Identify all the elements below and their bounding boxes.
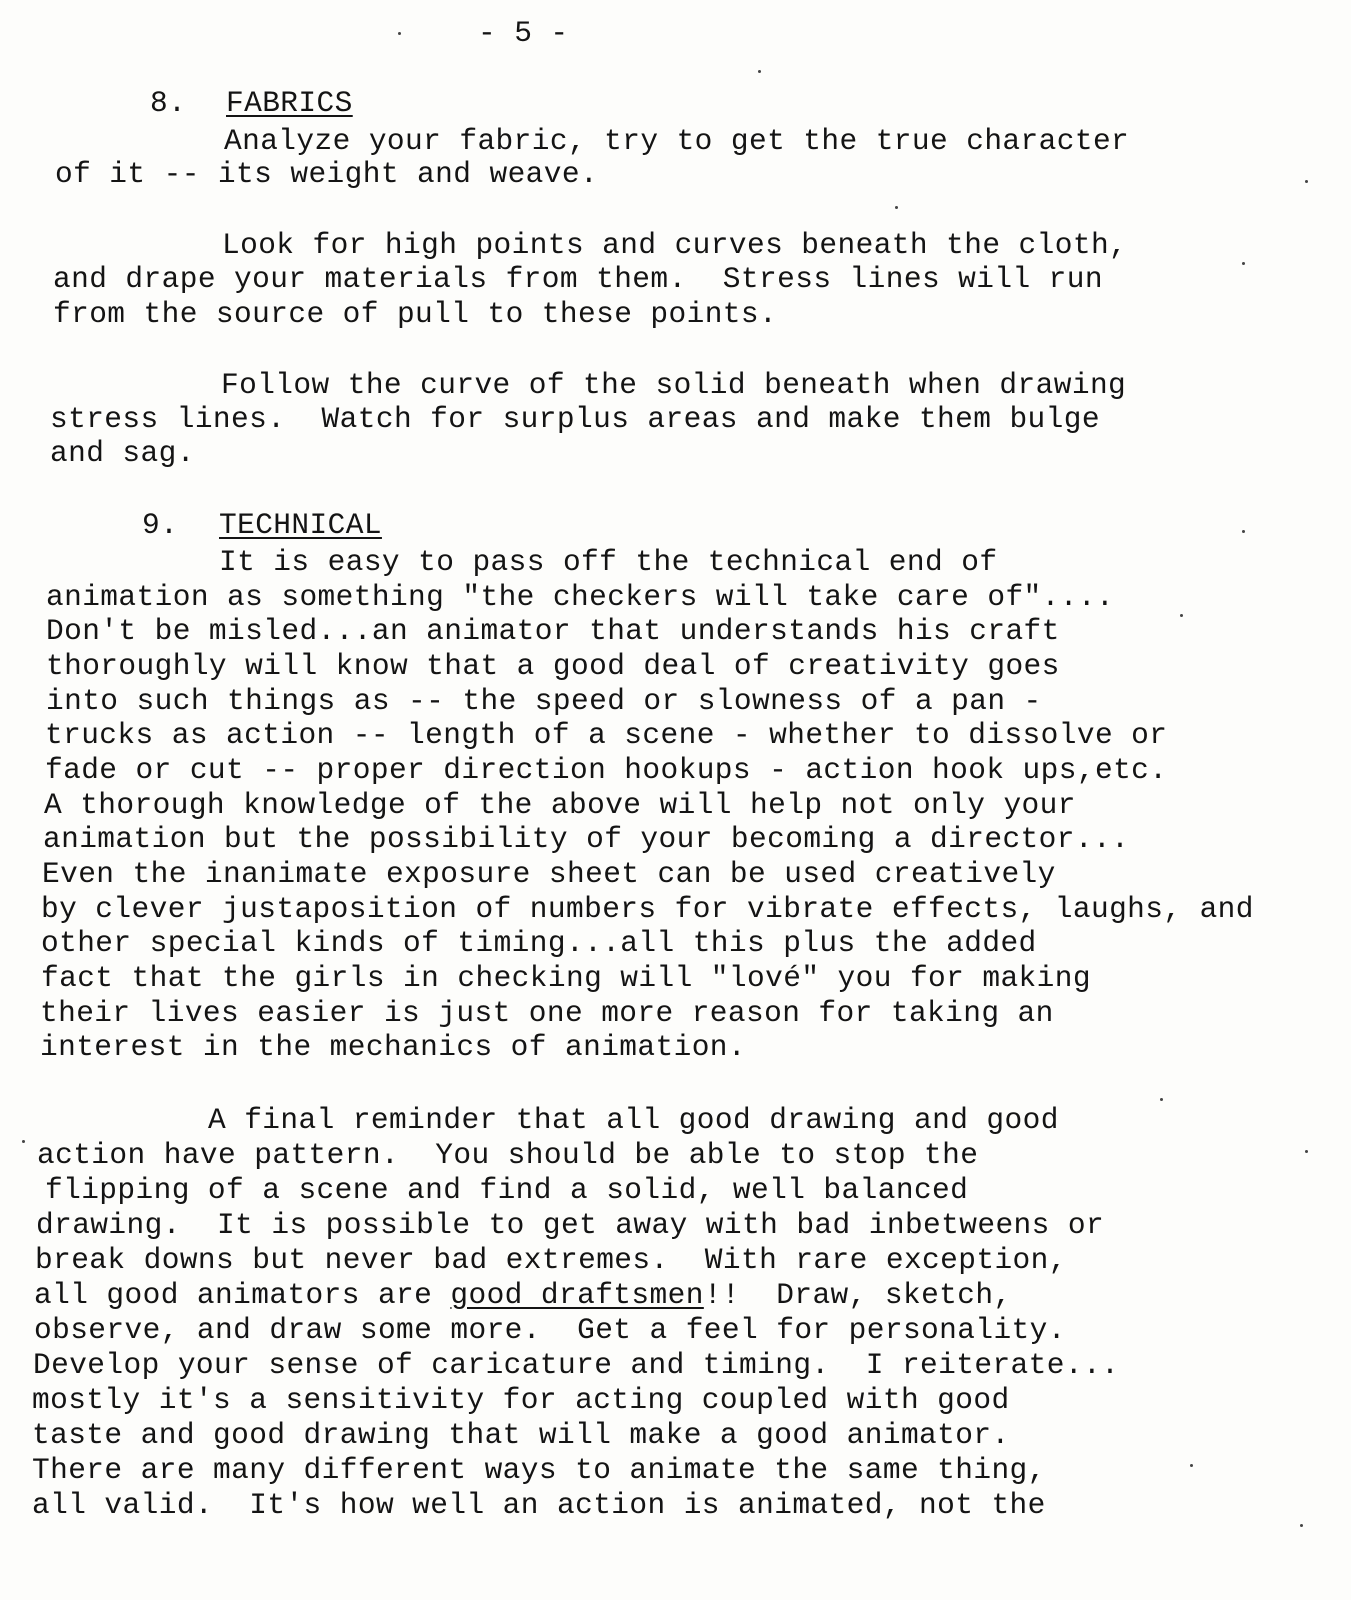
paragraph-line: interest in the mechanics of animation. — [40, 1030, 747, 1064]
paragraph-line: Develop your sense of caricature and timing. I reiterate... — [33, 1348, 1120, 1382]
paragraph-line: thoroughly will know that a good deal of creativity goes — [46, 649, 1060, 683]
paragraph-line: from the source of pull to these points. — [53, 297, 778, 331]
paragraph-line: animation as something "the checkers will take care of".... — [46, 580, 1115, 614]
underlined-emphasis: good draftsmen — [450, 1278, 704, 1312]
paragraph-line: stress lines. Watch for surplus areas and make them bulge — [50, 402, 1100, 436]
section-9-number: 9. — [142, 508, 179, 542]
paragraph-line: trucks as action -- length of a scene - whether to dissolve or — [45, 718, 1168, 752]
paragraph-line: Don't be misled...an animator that understands his craft — [46, 614, 1060, 648]
paragraph-line: break downs but never bad extremes. With rare exception, — [35, 1243, 1067, 1277]
scan-speck — [1305, 1150, 1308, 1153]
paragraph-line: A final reminder that all good drawing and good — [208, 1103, 1059, 1137]
scan-speck — [22, 1140, 25, 1143]
paragraph-line: drawing. It is possible to get away with bad inbetweens or — [36, 1208, 1105, 1242]
paragraph-line: their lives easier is just one more reason for taking an — [40, 996, 1054, 1030]
paragraph-line: of it -- its weight and weave. — [55, 157, 599, 191]
paragraph-line: Analyze your fabric, try to get the true character — [224, 124, 1130, 158]
paragraph-line: There are many different ways to animate the same thing, — [32, 1453, 1046, 1487]
paragraph-line: action have pattern. You should be able to stop the — [37, 1138, 979, 1172]
paragraph-line: It is easy to pass off the technical end of — [219, 545, 998, 579]
scan-speck — [1300, 1524, 1303, 1527]
scan-speck — [758, 70, 761, 73]
text-segment: !! Draw, sketch, — [703, 1278, 1012, 1312]
scan-speck — [1160, 1098, 1163, 1101]
paragraph-line: and drape your materials from them. Stress lines will run — [53, 262, 1103, 296]
paragraph-line: observe, and draw some more. Get a feel for personality. — [34, 1313, 1066, 1347]
paragraph-line: Even the inanimate exposure sheet can be used creatively — [42, 857, 1056, 891]
paragraph-line: flipping of a scene and find a solid, well balanced — [45, 1173, 969, 1207]
section-8-number: 8. — [150, 86, 187, 120]
paragraph-line: mostly it's a sensitivity for acting coupled with good — [32, 1383, 1010, 1417]
section-9-heading: TECHNICAL — [219, 508, 382, 542]
scan-speck — [1242, 530, 1245, 533]
scan-speck — [398, 32, 401, 35]
paragraph-line: taste and good drawing that will make a good animator. — [32, 1418, 1010, 1452]
paragraph-line: by clever justaposition of numbers for vibrate effects, laughs, and — [41, 892, 1254, 926]
paragraph-line: fade or cut -- proper direction hookups - action hook ups,etc. — [45, 753, 1168, 787]
paragraph-line: into such things as -- the speed or slowness of a pan - — [46, 684, 1042, 718]
scan-speck — [1242, 262, 1245, 265]
paragraph-line: animation but the possibility of your becoming a director... — [43, 822, 1130, 856]
paragraph-line: Look for high points and curves beneath the cloth, — [222, 228, 1128, 262]
paragraph-line-with-emphasis — [34, 1278, 1012, 1312]
paragraph-line: fact that the girls in checking will "lové" you for making — [41, 961, 1091, 995]
paragraph-line: all valid. It's how well an action is animated, not the — [32, 1488, 1046, 1522]
section-8-heading: FABRICS — [226, 86, 353, 120]
scan-speck — [1190, 1464, 1193, 1467]
page-number: - 5 - — [478, 16, 569, 50]
scan-speck — [1180, 614, 1183, 617]
scan-speck — [895, 206, 898, 209]
scan-speck — [1305, 180, 1308, 183]
text-segment: all good animators are — [34, 1278, 451, 1312]
paragraph-line: other special kinds of timing...all this plus the added — [41, 926, 1037, 960]
paragraph-line: A thorough knowledge of the above will help not only your — [44, 788, 1076, 822]
paragraph-line: Follow the curve of the solid beneath when drawing — [221, 368, 1127, 402]
paragraph-line: and sag. — [50, 436, 195, 470]
